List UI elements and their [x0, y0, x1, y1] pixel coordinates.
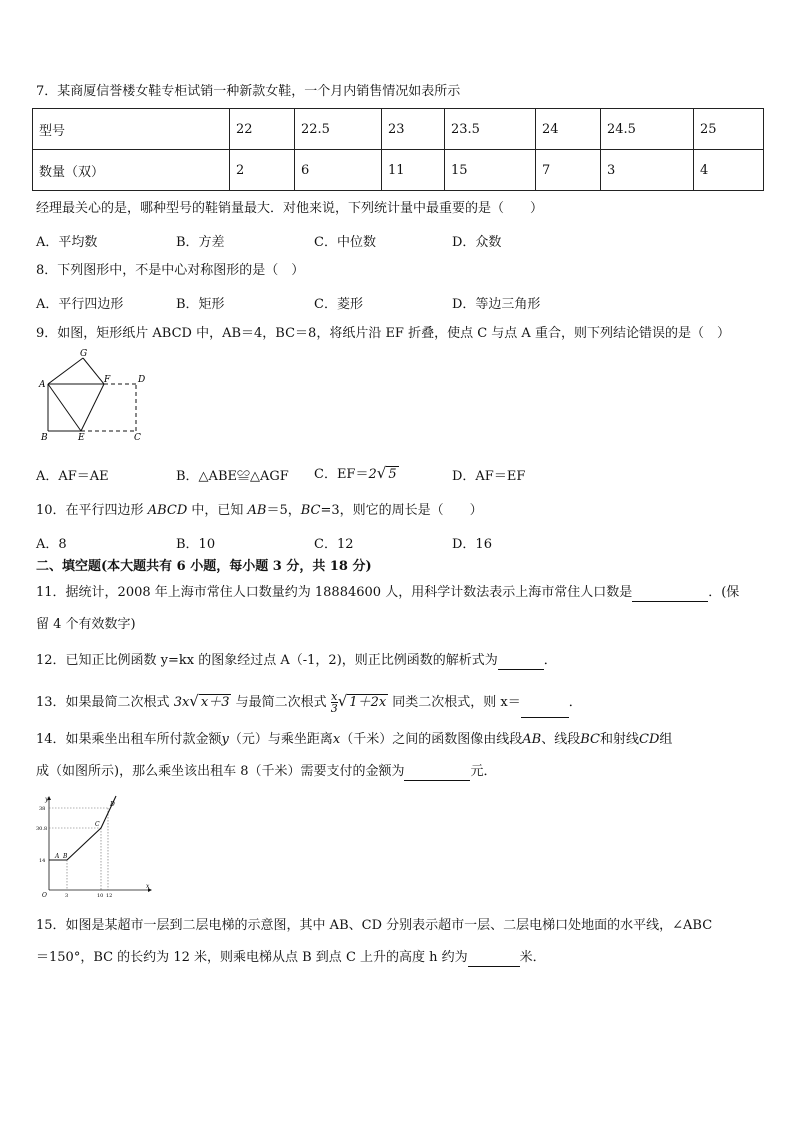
- q13-fraction: [331, 691, 338, 714]
- table-cell: 2: [230, 150, 295, 191]
- q14-var-x: x: [332, 732, 341, 747]
- q13-coef: 3x: [173, 695, 190, 710]
- label-g: G: [80, 349, 88, 359]
- graph-point-d: D: [110, 801, 115, 808]
- table-cell: 型号: [33, 109, 230, 150]
- graph-point-b: B: [63, 853, 68, 860]
- label-e: E: [78, 433, 85, 442]
- q7-option-d[interactable]: D．众数: [452, 235, 502, 250]
- q13-text: ．: [568, 695, 582, 710]
- table-cell: 15: [445, 150, 536, 191]
- table-cell: 7: [536, 150, 601, 191]
- fold-rectangle-figure: [36, 346, 148, 442]
- radical-sign: √: [376, 464, 387, 482]
- q9-option-b[interactable]: B．△ABE≌△AGF: [176, 469, 289, 484]
- q7-option-a[interactable]: A．平均数: [36, 235, 98, 250]
- table-cell: 数量（双）: [33, 150, 230, 191]
- q8-option-d[interactable]: D．等边三角形: [452, 297, 541, 312]
- label-c: C: [134, 433, 141, 442]
- q13-text: 同类二次根式，则 x＝: [388, 695, 521, 710]
- q15-text: ＝150°，BC 的长约为 12 米，则乘电梯从点 B 到点 C 上升的高度 h 约为: [36, 950, 468, 965]
- q14-text: 、线段: [541, 732, 581, 747]
- graph-origin: O: [42, 892, 47, 899]
- q14-text: 组: [659, 732, 673, 747]
- table-cell: 22.5: [295, 109, 382, 150]
- q9-option-c-coef: 2: [368, 467, 377, 482]
- q10-shape: ABCD: [147, 503, 188, 518]
- label-a: A: [39, 380, 46, 390]
- q14-text: 元．: [470, 764, 497, 779]
- table-cell: 4: [694, 150, 764, 191]
- q9-option-c-label: C．EF＝: [314, 467, 369, 482]
- q9-option-a[interactable]: A．AF＝AE: [36, 469, 109, 484]
- q9-stem: 9．如图，矩形纸片 ABCD 中，AB＝4，BC＝8，将纸片沿 EF 折叠，使点 C 与点 A 重合，则下列结论错误的是（ ）: [36, 326, 730, 341]
- fraction-denominator: 3: [330, 702, 338, 715]
- q9-option-c[interactable]: [314, 463, 399, 482]
- q8-option-b[interactable]: B．矩形: [176, 297, 225, 312]
- q13-answer-blank[interactable]: [521, 703, 569, 718]
- table-cell: 11: [382, 150, 445, 191]
- q7-question: 经理最关心的是，哪种型号的鞋销量最大．对他来说，下列统计量中最重要的是（ ）: [36, 201, 544, 216]
- q14-line2: [36, 763, 497, 781]
- taxi-fare-graph: [36, 794, 156, 900]
- q14-line1: [36, 731, 672, 749]
- q10-option-a[interactable]: A．8: [36, 537, 67, 552]
- q15-line1: 15．如图是某超市一层到二层电梯的示意图，其中 AB、CD 分别表示超市一层、二层电梯口处地面的水平线，∠ABC: [36, 918, 713, 933]
- q13-text: 与最简二次根式: [231, 695, 331, 710]
- q13-radicand-1: x＋3: [200, 695, 230, 710]
- q13-radicand-2: 1＋2x: [349, 695, 387, 710]
- q9-option-d[interactable]: D．AF＝EF: [452, 469, 526, 484]
- fraction-numerator: x: [331, 690, 338, 703]
- q10-option-c[interactable]: C．12: [314, 537, 354, 552]
- q14-text: 14．如果乘坐出租车所付款金额: [36, 732, 222, 747]
- q12-text: ．: [543, 653, 557, 668]
- q10-text: =3，则它的周长是（ ）: [320, 503, 483, 518]
- q8-stem: 8．下列图形中，不是中心对称图形的是（ ）: [36, 263, 305, 278]
- q7-stem: 7．某商厦信誉楼女鞋专柜试销一种新款女鞋，一个月内销售情况如表所示: [36, 84, 461, 99]
- q14-text: 成（如图所示)，那么乘坐该出租车 8（千米）需要支付的金额为: [36, 764, 405, 779]
- table-row: [33, 109, 764, 150]
- section-heading: 二、填空题(本大题共有 6 小题，每小题 3 分，共 18 分): [36, 559, 372, 574]
- q8-option-c[interactable]: C．菱形: [314, 297, 363, 312]
- q11-line2: 留 4 个有效数字): [36, 617, 136, 632]
- q14-segment-ab: AB: [522, 732, 542, 747]
- q14-ray-cd: CD: [639, 732, 660, 747]
- radical-sign: √: [189, 692, 199, 710]
- q12-stem: [36, 652, 557, 670]
- q7-option-c[interactable]: C．中位数: [314, 235, 376, 250]
- graph-x-label: x: [146, 883, 150, 890]
- q12-answer-blank[interactable]: [498, 655, 544, 670]
- q14-segment-bc: BC: [580, 732, 600, 747]
- q11-text: 11．据统计，2008 年上海市常住人口数量约为 18884600 人，用科学计数法表示上海市常住人口数是: [36, 585, 633, 600]
- q11-answer-blank[interactable]: [632, 587, 708, 602]
- label-f: F: [104, 375, 111, 385]
- q10-bc: BC: [300, 503, 321, 518]
- q14-var-y: y: [221, 732, 229, 747]
- q11-text: ．(保: [708, 585, 740, 600]
- q15-line2: [36, 949, 546, 967]
- q13-stem: [36, 686, 582, 718]
- graph-x-tick: 12: [106, 893, 113, 899]
- graph-point-a: A: [55, 853, 60, 860]
- graph-x-tick: 10: [97, 893, 104, 899]
- table-cell: 24.5: [601, 109, 694, 150]
- q7-option-b[interactable]: B．方差: [176, 235, 225, 250]
- table-cell: 3: [601, 150, 694, 191]
- graph-y-tick: 30.8: [36, 826, 48, 832]
- label-b: B: [41, 433, 48, 442]
- q12-text: 12．已知正比例函数 y=kx 的图象经过点 A（-1，2)，则正比例函数的解析式为: [36, 653, 498, 668]
- label-d: D: [138, 375, 146, 385]
- graph-y-tick: 38: [39, 806, 46, 812]
- table-row: [33, 150, 764, 191]
- q10-ab: AB: [247, 503, 267, 518]
- q13-text: 13．如果最简二次根式: [36, 695, 174, 710]
- q14-text: 和射线: [600, 732, 640, 747]
- q14-answer-blank[interactable]: [404, 766, 470, 781]
- graph-x-tick: 3: [65, 893, 69, 899]
- table-cell: 22: [230, 109, 295, 150]
- table-cell: 23: [382, 109, 445, 150]
- q15-answer-blank[interactable]: [468, 952, 520, 967]
- q9-option-c-radicand: 5: [388, 467, 397, 482]
- q10-option-d[interactable]: D．16: [452, 537, 492, 552]
- q10-stem: [36, 502, 483, 520]
- sales-table: [32, 108, 764, 191]
- table-cell: 25: [694, 109, 764, 150]
- q14-text: （千米）之间的函数图像由线段: [340, 732, 523, 747]
- q10-text: 10．在平行四边形: [36, 503, 148, 518]
- graph-y-tick: 14: [39, 858, 46, 864]
- q8-option-a[interactable]: A．平行四边形: [36, 297, 124, 312]
- q10-text: ＝5，: [266, 503, 301, 518]
- table-cell: 23.5: [445, 109, 536, 150]
- graph-y-label: y: [45, 796, 49, 803]
- radical-sign: √: [337, 692, 348, 710]
- graph-point-c: C: [95, 821, 100, 828]
- table-cell: 24: [536, 109, 601, 150]
- q15-text: 米．: [519, 950, 546, 965]
- q10-option-b[interactable]: B．10: [176, 537, 216, 552]
- q14-text: （元）与乘坐距离: [228, 732, 333, 747]
- q10-text: 中，已知: [187, 503, 248, 518]
- q11-line1: [36, 584, 739, 602]
- table-cell: 6: [295, 150, 382, 191]
